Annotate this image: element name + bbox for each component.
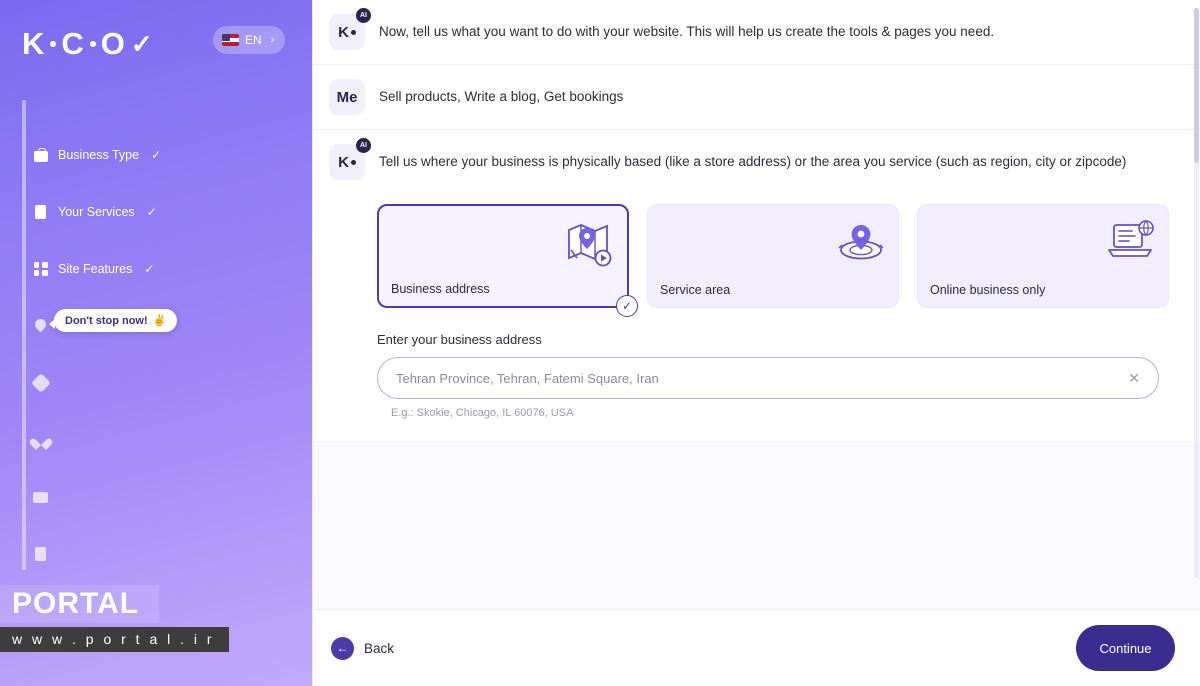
bag-icon xyxy=(33,148,48,163)
check-icon: ✓ xyxy=(146,205,157,219)
laptop-globe-icon xyxy=(1106,219,1156,266)
option-card-service-area[interactable] xyxy=(647,204,899,308)
scrollbar[interactable] xyxy=(1194,8,1199,578)
chat-message-text: Now, tell us what you want to do with your website. This will help us create the tools & pages you need. xyxy=(379,24,995,39)
chat-message-bot-1 xyxy=(313,0,1200,65)
location-options-block xyxy=(313,194,1200,441)
sidebar-item-site-features[interactable] xyxy=(33,250,283,288)
address-input-wrapper[interactable] xyxy=(377,357,1159,399)
logo-tick-icon: ✓ xyxy=(130,28,154,59)
address-hint: E.g.: Skokie, Chicago, IL 60076, USA xyxy=(391,407,574,419)
sidebar xyxy=(0,0,312,686)
brand-logo-letter-3: O xyxy=(100,26,126,61)
sidebar-item-favorites[interactable] xyxy=(33,421,283,459)
logo-dot-icon-2 xyxy=(90,41,96,47)
sidebar-steps xyxy=(33,136,283,573)
address-field-label: Enter your business address xyxy=(377,332,542,347)
language-selector[interactable] xyxy=(213,26,285,54)
victory-hand-icon: ✌ xyxy=(152,315,167,327)
avatar xyxy=(329,144,365,180)
avatar-label: K xyxy=(338,23,349,41)
page-icon xyxy=(33,547,48,562)
footer-bar xyxy=(313,609,1200,686)
service-area-icon xyxy=(836,219,886,268)
tooltip-text: Don't stop now! xyxy=(65,314,148,327)
logo-dot-icon xyxy=(351,160,356,165)
sidebar-item-tag[interactable] xyxy=(33,364,283,402)
language-code: EN xyxy=(245,33,262,47)
chat-message-user-1 xyxy=(313,65,1200,130)
sidebar-item-your-services[interactable] xyxy=(33,193,283,231)
progress-rail xyxy=(22,100,26,570)
check-icon: ✓ xyxy=(616,295,638,317)
close-icon[interactable]: ✕ xyxy=(1128,369,1140,386)
business-address-input[interactable] xyxy=(396,371,1120,386)
grid-icon xyxy=(33,262,48,277)
chat-message-text: Tell us where your business is physically based (like a store address) or the area you service (such as region, city or zipcode) xyxy=(379,154,1127,169)
option-card-online-business-only[interactable] xyxy=(917,204,1169,308)
brand-logo-letter: K xyxy=(22,26,46,61)
logo-dot-icon xyxy=(50,41,56,47)
sidebar-item-label: Your Services xyxy=(58,205,135,219)
watermark xyxy=(0,585,229,652)
main-panel xyxy=(312,0,1200,686)
pin-icon xyxy=(33,319,48,334)
heart-icon xyxy=(33,433,48,448)
chat-message-bot-2 xyxy=(313,130,1200,194)
encouragement-tooltip xyxy=(54,309,177,332)
option-card-business-address[interactable] xyxy=(377,204,633,313)
watermark-url: w w w . p o r t a l . i r xyxy=(0,627,229,652)
avatar-label: K xyxy=(338,153,349,171)
back-button-label: Back xyxy=(364,640,395,656)
tag-icon xyxy=(33,376,48,391)
check-icon: ✓ xyxy=(151,148,162,162)
avatar-label: Me xyxy=(336,88,358,106)
us-flag-icon xyxy=(222,34,239,46)
sidebar-item-label: Business Type xyxy=(58,148,140,162)
logo-dot-icon xyxy=(351,30,356,35)
chat-area xyxy=(313,0,1200,609)
continue-button[interactable]: Continue xyxy=(1076,625,1175,671)
sidebar-item-label: Site Features xyxy=(58,262,133,276)
avatar xyxy=(329,79,365,115)
chat-message-text: Sell products, Write a blog, Get bookings xyxy=(379,89,624,104)
chevron-right-icon: › xyxy=(270,34,275,46)
watermark-title: PORTAL xyxy=(0,585,159,623)
sidebar-item-payments[interactable] xyxy=(33,478,283,516)
ai-badge: AI xyxy=(356,138,371,153)
sidebar-item-pages[interactable] xyxy=(33,535,283,573)
sidebar-item-business-type[interactable] xyxy=(33,136,283,174)
option-card-label: Online business only xyxy=(930,283,1046,297)
brand-logo[interactable] xyxy=(22,26,154,62)
avatar xyxy=(329,14,365,50)
ai-badge: AI xyxy=(356,8,371,23)
card-icon xyxy=(33,490,48,505)
scrollbar-thumb[interactable] xyxy=(1194,8,1199,163)
back-button[interactable] xyxy=(331,637,394,660)
arrow-left-icon: ← xyxy=(331,637,354,660)
location-option-cards xyxy=(329,194,1169,314)
map-location-icon xyxy=(563,220,615,273)
option-card-label: Service area xyxy=(660,283,731,297)
brand-logo-letter-2: C xyxy=(61,26,85,61)
check-icon: ✓ xyxy=(144,262,155,276)
option-card-label: Business address xyxy=(391,282,490,296)
document-icon xyxy=(33,205,48,220)
